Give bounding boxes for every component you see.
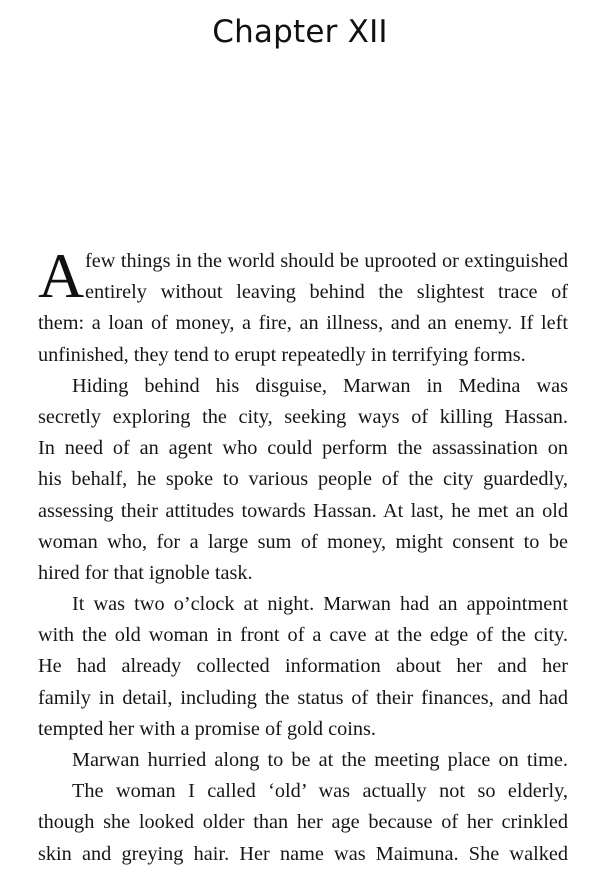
text-line: In need of an agent who could perform the assassination on [38, 437, 568, 460]
text-line: with the old woman in front of a cave at the edge of the city. [38, 624, 568, 647]
paragraph-5 [38, 776, 568, 870]
paragraph-1 [38, 240, 568, 371]
paragraph-4 [38, 745, 568, 776]
paragraph-2 [38, 371, 568, 589]
text-line: them: a loan of money, a fire, an illness, and an enemy. If left [38, 312, 568, 335]
text-line: entirely without leaving behind the slightest trace of [85, 281, 568, 304]
text-line: tempted her with a promise of gold coins. [38, 717, 376, 740]
paragraph-3 [38, 589, 568, 745]
text-line: He had already collected information about her and her [38, 655, 568, 678]
text-line: family in detail, including the status of their finances, and had [38, 686, 568, 709]
text-line: woman who, for a large sum of money, might consent to be [38, 530, 568, 553]
text-line: though she looked older than her age because of her crinkled [38, 811, 568, 834]
text-line: It was two o’clock at night. Marwan had an appointment [72, 593, 568, 616]
text-line: hired for that ignoble task. [38, 561, 253, 584]
text-line: The woman I called ‘old’ was actually not so elderly, [72, 780, 568, 803]
text-line: few things in the world should be uprooted or extinguished [85, 250, 568, 272]
text-line: Marwan hurried along to be at the meeting place on time. [72, 749, 568, 771]
text-line: unfinished, they tend to erupt repeatedly in terrifying forms. [38, 343, 526, 366]
text-line: secretly exploring the city, seeking ways of killing Hassan. [38, 405, 568, 428]
drop-cap: A [38, 240, 85, 311]
text-line: assessing their attitudes towards Hassan. At last, he met an old [38, 499, 568, 522]
chapter-title: Chapter XII [212, 14, 388, 50]
text-line: skin and greying hair. Her name was Maimuna. She walked [38, 842, 568, 865]
text-line: his behalf, he spoke to various people of the city guardedly, [38, 468, 568, 491]
text-line: Hiding behind his disguise, Marwan in Medina was [72, 374, 568, 397]
chapter-body [38, 240, 568, 870]
